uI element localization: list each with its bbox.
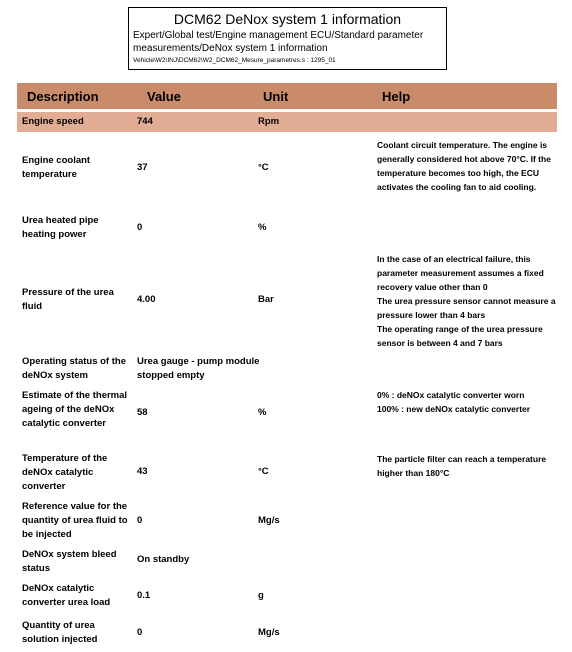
table-row [17, 496, 557, 546]
row-value: 0 [137, 627, 143, 638]
row-value: 0 [137, 222, 143, 233]
row-value: 0 [137, 515, 143, 526]
report-title: DCM62 DeNox system 1 information [173, 11, 402, 27]
row-unit: Mg/s [258, 515, 280, 526]
row-description: Temperature of the deNOx catalytic converter [22, 453, 108, 492]
row-value: 37 [137, 162, 148, 173]
row-description: Reference value for the quantity of urea fluid to be injected [22, 501, 128, 540]
report-title-box [128, 7, 447, 70]
row-value: 0.1 [137, 590, 151, 601]
row-description: Engine coolant temperature [22, 155, 91, 180]
row-help: 0% : deNOx catalytic converter worn 100% : new deNOx catalytic converter [377, 390, 531, 414]
row-value: On standby [137, 554, 190, 565]
table-row [17, 448, 557, 496]
row-value: 744 [137, 116, 153, 127]
row-help: In the case of an electrical failure, this parameter measurement assumes a fixed recovery value other than 0 The urea pressure sensor cannot measure a pressure lower than 4 bars The operating range of the urea pressure sensor is between 4 and 7 bars [377, 254, 556, 348]
row-unit: % [258, 222, 267, 233]
row-unit: g [258, 590, 264, 601]
row-help: The particle filter can reach a temperature higher than 180°C [377, 454, 547, 478]
table-row [17, 212, 557, 248]
row-value: 4.00 [137, 294, 156, 305]
row-help: Coolant circuit temperature. The engine is generally considered hot above 70°C. If the temperature becomes too high, the ECU activates the cooling fan to aid cooling. [377, 140, 551, 192]
row-unit: % [258, 407, 267, 418]
table-row [17, 248, 557, 352]
column-header-unit: Unit [263, 89, 289, 104]
parameter-table [17, 83, 557, 652]
row-description: DeNOx system bleed status [22, 549, 117, 574]
row-description: Operating status of the deNOx system [22, 356, 126, 381]
row-description: Estimate of the thermal ageing of the deNOx catalytic converter [22, 390, 128, 429]
table-row [17, 546, 557, 578]
report-path: Expert/Global test/Engine management ECU/Standard parameter measurements/DeNox system 1 information [133, 30, 424, 54]
column-header-description: Description [27, 89, 99, 104]
column-header-help: Help [382, 89, 411, 104]
row-value: 43 [137, 466, 148, 477]
table-row [17, 578, 557, 616]
row-unit: Mg/s [258, 627, 280, 638]
row-unit: Rpm [258, 116, 280, 127]
row-unit: °C [258, 162, 269, 173]
column-header-value: Value [147, 89, 181, 104]
row-description: Quantity of urea solution injected [22, 620, 98, 645]
row-description: Engine speed [22, 116, 84, 127]
row-unit: Bar [258, 294, 274, 305]
row-value: Urea gauge - pump module stopped empty [137, 356, 260, 381]
table-row [17, 352, 557, 386]
table-row [17, 386, 557, 448]
table-header [17, 83, 557, 109]
table-row [17, 132, 557, 212]
row-description: Urea heated pipe heating power [22, 215, 99, 240]
row-value: 58 [137, 407, 148, 418]
report-file: Vehicle\W2\INJ\DCM62\W2_DCM62_Mesure_parametres.s : 1295_01 [133, 57, 336, 64]
row-description: DeNOx catalytic converter urea load [22, 583, 111, 608]
row-unit: °C [258, 466, 269, 477]
row-description: Pressure of the urea fluid [22, 287, 114, 312]
table-row [17, 112, 557, 132]
